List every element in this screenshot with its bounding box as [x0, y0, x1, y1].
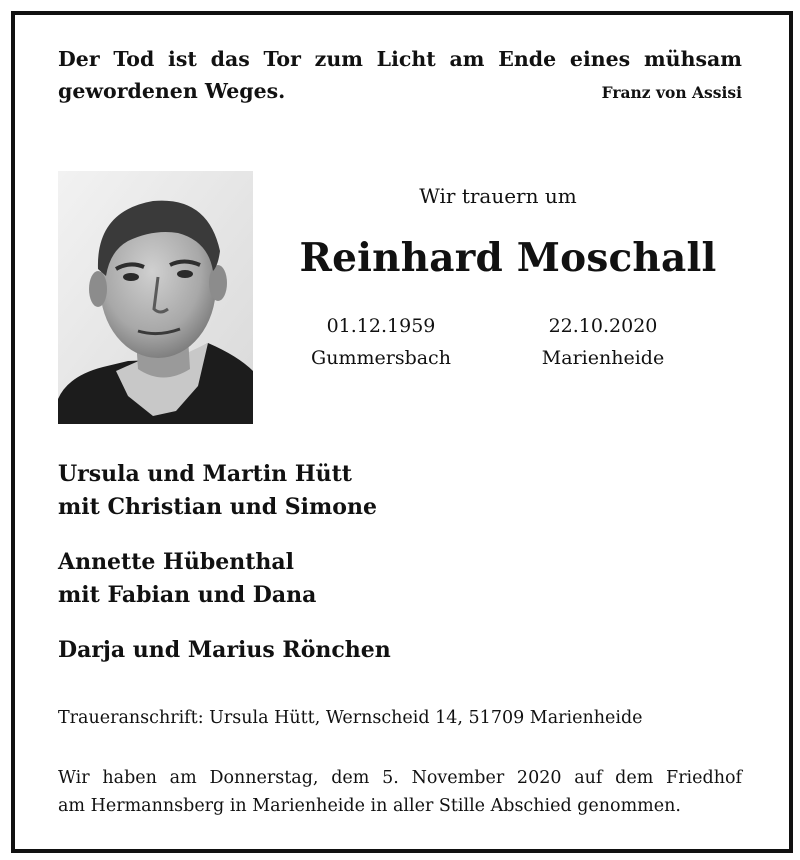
birth-date: 01.12.1959 — [326, 315, 436, 337]
quote-line-2-row — [58, 78, 742, 108]
death-info — [512, 310, 694, 374]
portrait-photo — [58, 171, 253, 424]
birth-info — [290, 310, 472, 374]
service-notice — [58, 764, 742, 820]
mourner-line: mit Fabian und Dana — [58, 582, 317, 608]
service-line-1: Wir haben am Donnerstag, dem 5. November 2020 auf dem Friedhof — [58, 768, 742, 788]
mourning-address: Traueranschrift: Ursula Hütt, Wernscheid 14, 51709 Marienheide — [58, 708, 643, 728]
death-place: Marienheide — [541, 347, 665, 369]
portrait-photo-icon — [58, 171, 253, 424]
intro-text: Wir trauern um — [419, 184, 577, 208]
mourner-line: Ursula und Martin Hütt — [58, 461, 352, 487]
mourner-line: Darja und Marius Rönchen — [58, 637, 391, 663]
mourner-line: mit Christian und Simone — [58, 494, 377, 520]
mourners-list — [58, 458, 742, 689]
quote-author: Franz von Assisi — [601, 83, 742, 102]
service-line-2: am Hermannsberg in Marienheide in aller Stille Abschied genommen. — [58, 796, 681, 816]
mourner-group — [58, 458, 742, 524]
mourner-line: Annette Hübenthal — [58, 549, 294, 575]
mourner-group — [58, 546, 742, 612]
mourner-group — [58, 634, 742, 667]
quote-line-2: gewordenen Weges. — [58, 79, 286, 103]
death-date: 22.10.2020 — [548, 315, 658, 337]
birth-place: Gummersbach — [311, 347, 451, 369]
deceased-name: Reinhard Moschall — [299, 235, 717, 281]
quote-line-1: Der Tod ist das Tor zum Licht am Ende eines mühsam — [58, 47, 742, 71]
